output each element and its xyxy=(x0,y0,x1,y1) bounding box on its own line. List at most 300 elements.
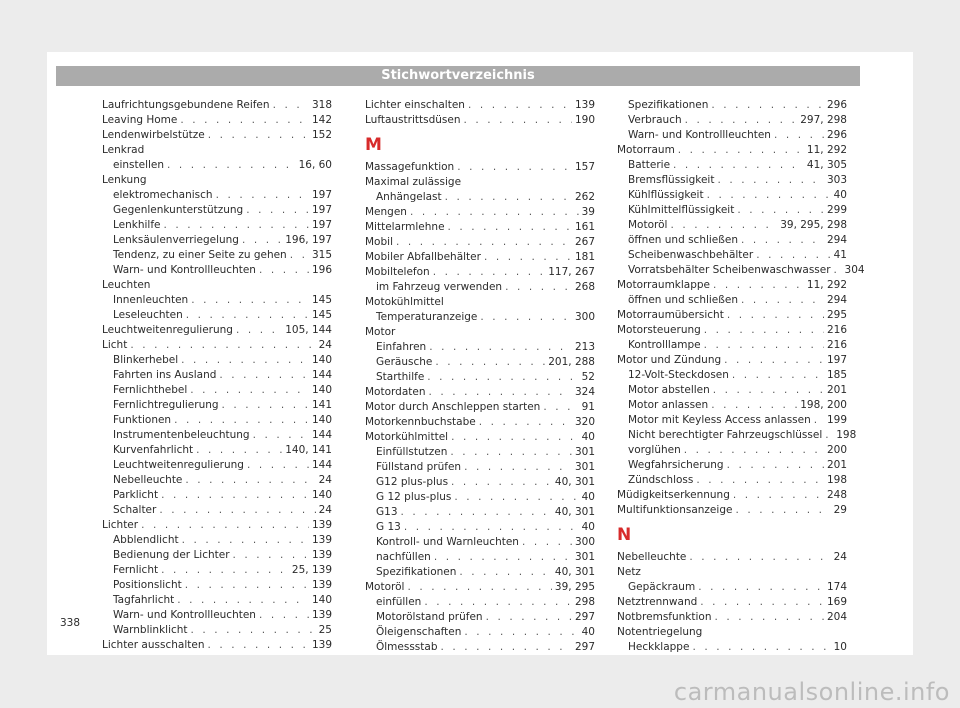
index-entry xyxy=(102,113,332,128)
entry-term: Motokühlmittel xyxy=(365,296,444,308)
page-reference: 169 xyxy=(826,596,847,608)
page-reference: 294 xyxy=(826,294,847,306)
index-subentry xyxy=(102,158,332,173)
index-subentry xyxy=(102,383,332,398)
entry-term: Mobil xyxy=(365,236,393,248)
dot-leader xyxy=(486,610,572,625)
dot-leader xyxy=(290,248,309,263)
index-subentry xyxy=(365,460,595,475)
page-reference: 297 xyxy=(574,641,595,653)
page-reference: 52 xyxy=(581,371,595,383)
entry-term: Motorkühlmittel xyxy=(365,431,449,443)
entry-term: Anhängelast xyxy=(376,191,442,203)
dot-leader xyxy=(711,98,824,113)
page-reference: 315 xyxy=(311,249,332,261)
entry-term: Massagefunktion xyxy=(365,161,455,173)
page-reference: 197 xyxy=(311,204,332,216)
index-subentry xyxy=(617,98,847,113)
page-reference: 140 xyxy=(311,594,332,606)
dot-leader xyxy=(424,595,572,610)
entry-term: Kontroll- und Warnleuchten xyxy=(376,536,519,548)
index-entry xyxy=(365,160,595,175)
dot-leader xyxy=(692,640,830,655)
dot-leader xyxy=(433,265,546,280)
dot-leader xyxy=(774,128,824,143)
index-subentry xyxy=(102,263,332,278)
index-subentry xyxy=(102,398,332,413)
entry-term: Motor xyxy=(365,326,396,338)
page-reference: 40, 301 xyxy=(554,506,595,518)
page-reference: 301 xyxy=(574,551,595,563)
page-reference: 140 xyxy=(311,384,332,396)
dot-leader xyxy=(713,383,824,398)
index-subentry xyxy=(617,413,847,428)
entry-term: Warn- und Kontrollleuchten xyxy=(628,129,771,141)
dot-leader xyxy=(407,580,551,595)
page-number: 338 xyxy=(60,617,81,629)
page-reference: 24 xyxy=(318,474,332,486)
index-subentry xyxy=(617,368,847,383)
index-subentry xyxy=(617,203,847,218)
dot-leader xyxy=(468,98,572,113)
entry-term: Einfahren xyxy=(376,341,427,353)
dot-leader xyxy=(273,98,309,113)
dot-leader xyxy=(733,488,824,503)
dot-leader xyxy=(429,340,572,355)
page-reference: 139 xyxy=(311,579,332,591)
entry-term: im Fahrzeug verwenden xyxy=(376,281,503,293)
entry-term: Mobiler Abfallbehälter xyxy=(365,251,481,263)
page-reference: 174 xyxy=(826,581,847,593)
dot-leader xyxy=(480,310,572,325)
dot-leader xyxy=(484,250,572,265)
page-reference: 10 xyxy=(833,641,847,653)
index-subentry xyxy=(617,443,847,458)
entry-term: Lendenwirbelstütze xyxy=(102,129,205,141)
entry-term: Tagfahrlicht xyxy=(113,594,175,606)
dot-leader xyxy=(704,338,824,353)
page-reference: 297 xyxy=(574,611,595,623)
index-subentry xyxy=(617,128,847,143)
page-reference: 324 xyxy=(574,386,595,398)
index-subentry xyxy=(617,218,847,233)
dot-leader xyxy=(505,280,572,295)
page-reference: 140 xyxy=(311,489,332,501)
dot-leader xyxy=(182,533,309,548)
dot-leader xyxy=(454,490,578,505)
entry-term: Instrumentenbeleuchtung xyxy=(113,429,250,441)
page-reference: 181 xyxy=(574,251,595,263)
entry-term: Motor und Zündung xyxy=(617,354,722,366)
entry-term: Temperaturanzeige xyxy=(376,311,478,323)
dot-leader xyxy=(451,430,579,445)
entry-term: Lenkhilfe xyxy=(113,219,161,231)
entry-term: Geräusche xyxy=(376,356,433,368)
index-subentry xyxy=(102,623,332,638)
dot-leader xyxy=(441,640,572,655)
page-reference: 117, 267 xyxy=(548,266,595,278)
dot-leader xyxy=(177,593,309,608)
dot-leader xyxy=(233,548,309,563)
entry-term: elektromechanisch xyxy=(113,189,213,201)
entry-term: Netz xyxy=(617,566,641,578)
page-reference: 40 xyxy=(581,521,595,533)
entry-term: Lichter einschalten xyxy=(365,99,465,111)
entry-term: Kühlmittelflüssigkeit xyxy=(628,204,735,216)
page-reference: 40, 301 xyxy=(554,566,595,578)
page-reference: 198 xyxy=(836,429,857,441)
entry-term: Heckklappe xyxy=(628,641,690,653)
page-reference: 11, 292 xyxy=(806,279,847,291)
page-reference: 11, 292 xyxy=(806,144,847,156)
dot-leader xyxy=(247,458,309,473)
index-subentry xyxy=(102,248,332,263)
index-subentry xyxy=(365,535,595,550)
dot-leader xyxy=(174,413,309,428)
index-entry xyxy=(617,488,847,503)
index-entry xyxy=(102,323,332,338)
index-entry xyxy=(617,565,847,580)
entry-term: öffnen und schließen xyxy=(628,294,738,306)
entry-term: Leaving Home xyxy=(102,114,178,126)
entry-term: Gepäckraum xyxy=(628,581,696,593)
entry-term: Motorölstand prüfen xyxy=(376,611,483,623)
index-subentry xyxy=(102,473,332,488)
index-subentry xyxy=(102,368,332,383)
index-letter-heading: N xyxy=(617,525,632,545)
page-reference: 40 xyxy=(833,189,847,201)
index-entry xyxy=(617,610,847,625)
index-entry xyxy=(365,205,595,220)
index-subentry xyxy=(102,548,332,563)
index-subentry xyxy=(365,625,595,640)
dot-leader xyxy=(191,623,316,638)
entry-term: Mengen xyxy=(365,206,407,218)
entry-term: Spezifikationen xyxy=(628,99,709,111)
entry-term: öffnen und schließen xyxy=(628,234,738,246)
entry-term: Müdigkeitserkennung xyxy=(617,489,730,501)
index-letter-heading: M xyxy=(365,135,382,155)
entry-term: Luftaustrittsdüsen xyxy=(365,114,461,126)
index-subentry xyxy=(102,608,332,623)
index-entry xyxy=(365,430,595,445)
page-reference: 29 xyxy=(833,504,847,516)
index-entry xyxy=(617,625,847,640)
entry-term: Motorsteuerung xyxy=(617,324,701,336)
dot-leader xyxy=(707,188,831,203)
page-reference: 139 xyxy=(311,534,332,546)
index-subentry xyxy=(102,218,332,233)
dot-leader xyxy=(451,475,552,490)
entry-term: Bedienung der Lichter xyxy=(113,549,230,561)
page-reference: 25 xyxy=(318,624,332,636)
entry-term: Leuchten xyxy=(102,279,151,291)
page-reference: 300 xyxy=(574,311,595,323)
dot-leader xyxy=(181,353,309,368)
entry-term: Abblendlicht xyxy=(113,534,179,546)
entry-term: Motorraumklappe xyxy=(617,279,711,291)
index-subentry xyxy=(365,310,595,325)
page-reference: 144 xyxy=(311,459,332,471)
entry-term: Warn- und Kontrollleuchten xyxy=(113,609,256,621)
dot-leader xyxy=(464,460,572,475)
index-entry xyxy=(102,518,332,533)
index-subentry xyxy=(617,580,847,595)
page-reference: 248 xyxy=(826,489,847,501)
index-subentry xyxy=(102,443,332,458)
entry-term: Ölmessstab xyxy=(376,641,438,653)
page-reference: 196, 197 xyxy=(285,234,332,246)
page-reference: 139 xyxy=(311,609,332,621)
dot-leader xyxy=(704,323,824,338)
index-subentry xyxy=(102,458,332,473)
page-reference: 41, 305 xyxy=(806,159,847,171)
index-subentry xyxy=(102,188,332,203)
dot-leader xyxy=(242,233,282,248)
entry-term: Spezifikationen xyxy=(376,566,457,578)
index-column-1 xyxy=(102,98,332,653)
index-subentry xyxy=(102,578,332,593)
page-reference: 213 xyxy=(574,341,595,353)
entry-term: Bremsflüssigkeit xyxy=(628,174,715,186)
dot-leader xyxy=(711,398,797,413)
dot-leader xyxy=(522,535,572,550)
dot-leader xyxy=(825,428,833,443)
dot-leader xyxy=(141,518,309,533)
index-subentry xyxy=(617,248,847,263)
dot-leader xyxy=(185,473,315,488)
entry-term: Blinkerhebel xyxy=(113,354,179,366)
dot-leader xyxy=(246,203,309,218)
page-reference: 296 xyxy=(826,129,847,141)
page-reference: 145 xyxy=(311,309,332,321)
index-subentry xyxy=(617,473,847,488)
entry-term: einfüllen xyxy=(376,596,422,608)
entry-term: Zündschloss xyxy=(628,474,694,486)
entry-term: Motor abstellen xyxy=(628,384,710,396)
entry-term: einstellen xyxy=(113,159,165,171)
entry-term: Motorraumübersicht xyxy=(617,309,724,321)
page-reference: 199 xyxy=(826,414,847,426)
entry-term: Lichter xyxy=(102,519,139,531)
entry-term: Kühlflüssigkeit xyxy=(628,189,704,201)
index-subentry xyxy=(617,640,847,655)
index-subentry xyxy=(102,428,332,443)
index-entry xyxy=(102,128,332,143)
page-reference: 25, 139 xyxy=(291,564,332,576)
page-reference: 140 xyxy=(311,354,332,366)
entry-term: Lenkung xyxy=(102,174,147,186)
dot-leader xyxy=(684,443,824,458)
page-reference: 297, 298 xyxy=(800,114,847,126)
dot-leader xyxy=(159,503,315,518)
index-column-3 xyxy=(617,98,865,655)
entry-term: Vorratsbehälter Scheibenwaschwasser xyxy=(628,264,831,276)
dot-leader xyxy=(713,278,804,293)
entry-term: Verbrauch xyxy=(628,114,682,126)
dot-leader xyxy=(741,293,824,308)
entry-term: Schalter xyxy=(113,504,157,516)
page-reference: 39 xyxy=(581,206,595,218)
index-entry xyxy=(102,338,332,353)
index-entry xyxy=(365,385,595,400)
entry-term: Lenkrad xyxy=(102,144,145,156)
index-entry xyxy=(365,98,595,113)
entry-term: Fernlichthebel xyxy=(113,384,188,396)
page-reference: 267 xyxy=(574,236,595,248)
dot-leader xyxy=(196,443,282,458)
dot-leader xyxy=(222,398,309,413)
page-reference: 301 xyxy=(574,446,595,458)
entry-term: Lenksäulenverriegelung xyxy=(113,234,239,246)
page-reference: 294 xyxy=(826,234,847,246)
entry-term: Fernlichtregulierung xyxy=(113,399,219,411)
index-entry xyxy=(365,325,595,340)
dot-leader xyxy=(756,248,830,263)
index-entry xyxy=(365,415,595,430)
entry-term: Leuchtweitenregulierung xyxy=(102,324,233,336)
index-subentry xyxy=(102,593,332,608)
dot-leader xyxy=(253,428,309,443)
page-reference: 201 xyxy=(826,384,847,396)
page-reference: 262 xyxy=(574,191,595,203)
dot-leader xyxy=(696,473,824,488)
dot-leader xyxy=(216,188,309,203)
page-reference: 161 xyxy=(574,221,595,233)
entry-term: Nicht berechtigter Fahrzeugschlüssel xyxy=(628,429,823,441)
page-reference: 142 xyxy=(311,114,332,126)
index-subentry xyxy=(365,610,595,625)
page-reference: 185 xyxy=(826,369,847,381)
entry-term: Maximal zulässige xyxy=(365,176,462,188)
dot-leader xyxy=(448,220,572,235)
index-entry xyxy=(102,278,332,293)
entry-term: G13 xyxy=(376,506,398,518)
dot-leader xyxy=(191,293,309,308)
entry-term: Innenleuchten xyxy=(113,294,189,306)
page-reference: 298 xyxy=(574,596,595,608)
dot-leader xyxy=(396,235,572,250)
page-reference: 139 xyxy=(311,519,332,531)
index-subentry xyxy=(102,353,332,368)
dot-leader xyxy=(479,415,572,430)
page-reference: 196 xyxy=(311,264,332,276)
page-reference: 295 xyxy=(826,309,847,321)
entry-term: Motorraum xyxy=(617,144,675,156)
dot-leader xyxy=(543,400,578,415)
page-reference: 41 xyxy=(833,249,847,261)
entry-term: Leseleuchten xyxy=(113,309,183,321)
dot-leader xyxy=(685,113,798,128)
page-reference: 300 xyxy=(574,536,595,548)
page-reference: 299 xyxy=(826,204,847,216)
entry-term: Fahrten ins Ausland xyxy=(113,369,217,381)
dot-leader xyxy=(814,413,824,428)
page-reference: 303 xyxy=(826,174,847,186)
index-subentry xyxy=(617,173,847,188)
watermark: carmanualsonline.info xyxy=(673,678,950,706)
index-entry xyxy=(617,503,847,518)
index-subentry xyxy=(365,595,595,610)
dot-leader xyxy=(164,218,309,233)
dot-leader xyxy=(259,608,309,623)
dot-leader xyxy=(445,190,572,205)
dot-leader xyxy=(185,578,309,593)
page-reference: 144 xyxy=(311,369,332,381)
dot-leader xyxy=(429,385,572,400)
index-subentry xyxy=(617,398,847,413)
index-entry xyxy=(617,323,847,338)
dot-leader xyxy=(670,218,777,233)
entry-term: Motor mit Keyless Access anlassen xyxy=(628,414,811,426)
page-reference: 201, 288 xyxy=(548,356,595,368)
entry-term: G12 plus-plus xyxy=(376,476,449,488)
entry-term: vorglühen xyxy=(628,444,681,456)
page-reference: 140 xyxy=(311,414,332,426)
index-subentry xyxy=(365,190,595,205)
entry-term: Mobiltelefon xyxy=(365,266,430,278)
index-entry xyxy=(617,595,847,610)
index-subentry xyxy=(102,488,332,503)
dot-leader xyxy=(410,205,579,220)
page-reference: 139 xyxy=(311,549,332,561)
page-reference: 105, 144 xyxy=(285,324,332,336)
index-subentry xyxy=(617,263,865,278)
index-subentry xyxy=(102,503,332,518)
index-subentry xyxy=(617,338,847,353)
entry-term: Licht xyxy=(102,339,128,351)
entry-term: Lichter ausschalten xyxy=(102,639,205,651)
dot-leader xyxy=(673,158,804,173)
entry-term: G 13 xyxy=(376,521,401,533)
page-reference: 16, 60 xyxy=(298,159,332,171)
dot-leader xyxy=(404,520,579,535)
index-entry xyxy=(617,550,847,565)
page-reference: 40 xyxy=(581,431,595,443)
index-subentry xyxy=(365,475,595,490)
page-reference: 268 xyxy=(574,281,595,293)
index-subentry xyxy=(365,640,595,655)
page-reference: 204 xyxy=(826,611,847,623)
entry-term: Fernlicht xyxy=(113,564,159,576)
page-reference: 318 xyxy=(311,99,332,111)
index-entry xyxy=(617,353,847,368)
dot-leader xyxy=(727,458,824,473)
dot-leader xyxy=(130,338,315,353)
index-subentry xyxy=(102,233,332,248)
index-subentry xyxy=(617,383,847,398)
entry-term: Tendenz, zu einer Seite zu gehen xyxy=(113,249,287,261)
index-subentry xyxy=(365,280,595,295)
index-entry xyxy=(102,98,332,113)
page-reference: 216 xyxy=(826,339,847,351)
dot-leader xyxy=(180,113,309,128)
index-subentry xyxy=(102,203,332,218)
index-subentry xyxy=(365,340,595,355)
index-entry xyxy=(365,400,595,415)
page-reference: 197 xyxy=(311,219,332,231)
index-subentry xyxy=(365,565,595,580)
page-reference: 91 xyxy=(581,401,595,413)
entry-term: Starthilfe xyxy=(376,371,425,383)
page-reference: 197 xyxy=(826,354,847,366)
dot-leader xyxy=(457,160,572,175)
entry-term: Multifunktionsanzeige xyxy=(617,504,733,516)
index-subentry xyxy=(365,355,595,370)
entry-term: Einfüllstutzen xyxy=(376,446,448,458)
dot-leader xyxy=(715,610,824,625)
index-subentry xyxy=(617,293,847,308)
